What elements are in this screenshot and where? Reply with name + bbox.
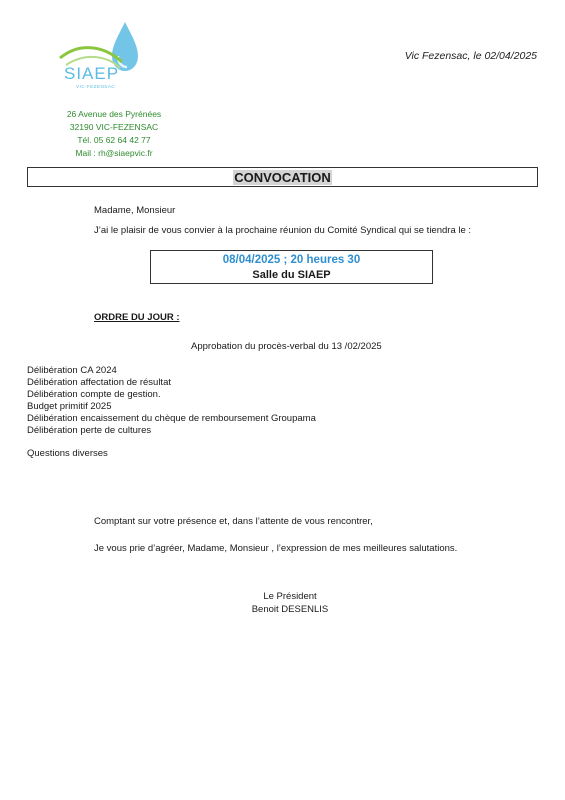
- signature-role: Le Président: [263, 591, 317, 602]
- list-item: Délibération encaissement du chèque de remboursement Groupama: [27, 413, 316, 424]
- closing-line-1: Comptant sur votre présence et, dans l’attente de vous rencontrer,: [94, 516, 373, 527]
- address-phone: Tél. 05 62 64 42 77: [77, 135, 151, 145]
- signature-name: Benoit DESENLIS: [251, 604, 329, 615]
- list-item: Budget primitif 2025: [27, 401, 112, 412]
- meeting-date-time: 08/04/2025 ; 20 heures 30: [222, 254, 361, 266]
- list-item: Délibération perte de cultures: [27, 425, 152, 436]
- salutation: Madame, Monsieur: [94, 205, 176, 216]
- intro-text: J’ai le plaisir de vous convier à la prochaine réunion du Comité Syndical qui se tiendra le :: [94, 225, 472, 236]
- title-box: [27, 167, 538, 187]
- logo-text: SIAEP: [64, 64, 120, 83]
- agenda-heading: ORDRE DU JOUR :: [94, 312, 180, 323]
- closing-line-2: Je vous prie d’agréer, Madame, Monsieur , l’expression de mes meilleures salutations.: [94, 543, 458, 554]
- questions-diverses: Questions diverses: [27, 448, 108, 459]
- address-street: 26 Avenue des Pyrénées: [66, 109, 162, 119]
- list-item: Délibération compte de gestion.: [27, 389, 161, 400]
- document-title-text: CONVOCATION: [234, 170, 331, 185]
- siaep-logo: [52, 18, 162, 100]
- meeting-place: Salle du SIAEP: [252, 269, 331, 281]
- approval-item: Approbation du procès-verbal du 13 /02/2025: [191, 341, 382, 352]
- address-city: 32190 VIC-FEZENSAC: [69, 122, 159, 132]
- place-date: Vic Fezensac, le 02/04/2025: [404, 50, 537, 62]
- document-title: [28, 170, 537, 185]
- logo-subtitle: VIC-FEZENSAC: [76, 84, 116, 89]
- list-item: Délibération CA 2024: [27, 365, 117, 376]
- meeting-box: [150, 250, 433, 284]
- address-mail: Mail : rh@siaepvic.fr: [75, 148, 153, 158]
- agenda-list: [27, 365, 316, 437]
- list-item: Délibération affectation de résultat: [27, 377, 171, 388]
